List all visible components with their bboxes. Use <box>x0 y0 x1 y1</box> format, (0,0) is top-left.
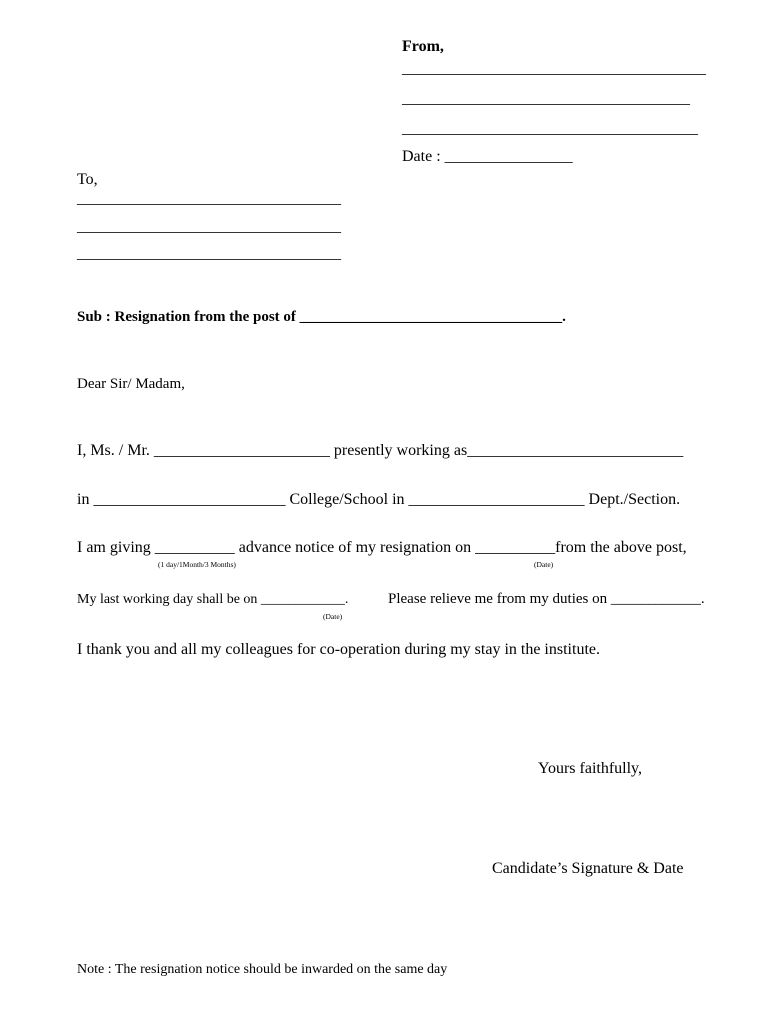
to-address-line-3: _________________________________ <box>77 245 341 262</box>
footer-note: Note : The resignation notice should be inwarded on the same day <box>77 962 448 977</box>
body-line-notice: I am giving __________ advance notice of my resignation on __________from the above post, <box>77 539 687 556</box>
from-address-line-3: _____________________________________ <box>402 120 698 137</box>
date-field: Date : ________________ <box>402 148 573 165</box>
to-address-line-2: _________________________________ <box>77 218 341 235</box>
body-line-relieve: Please relieve me from my duties on ____________. <box>388 591 705 607</box>
salutation: Dear Sir/ Madam, <box>77 376 185 392</box>
signature-line: Candidate’s Signature & Date <box>492 860 684 877</box>
to-address-line-1: _________________________________ <box>77 190 341 207</box>
body-line-thanks: I thank you and all my colleagues for co-operation during my stay in the institute. <box>77 641 600 658</box>
closing: Yours faithfully, <box>538 760 643 777</box>
body-line-last-day: My last working day shall be on ____________. <box>77 592 349 607</box>
to-label: To, <box>77 171 98 188</box>
notice-period-hint: (1 day/1Month/3 Months) <box>158 560 236 569</box>
body-line-name-position: I, Ms. / Mr. ______________________ presently working as___________________________ <box>77 442 684 459</box>
subject-line: Sub : Resignation from the post of ___________________________________. <box>77 309 566 325</box>
last-day-date-hint: (Date) <box>323 612 343 621</box>
from-address-line-1: ______________________________________ <box>402 60 706 77</box>
body-line-college-dept: in ________________________ College/School in ______________________ Dept./Section. <box>77 491 681 508</box>
from-address-line-2: ____________________________________ <box>402 90 690 107</box>
from-label: From, <box>402 38 444 55</box>
resignation-date-hint: (Date) <box>534 560 554 569</box>
